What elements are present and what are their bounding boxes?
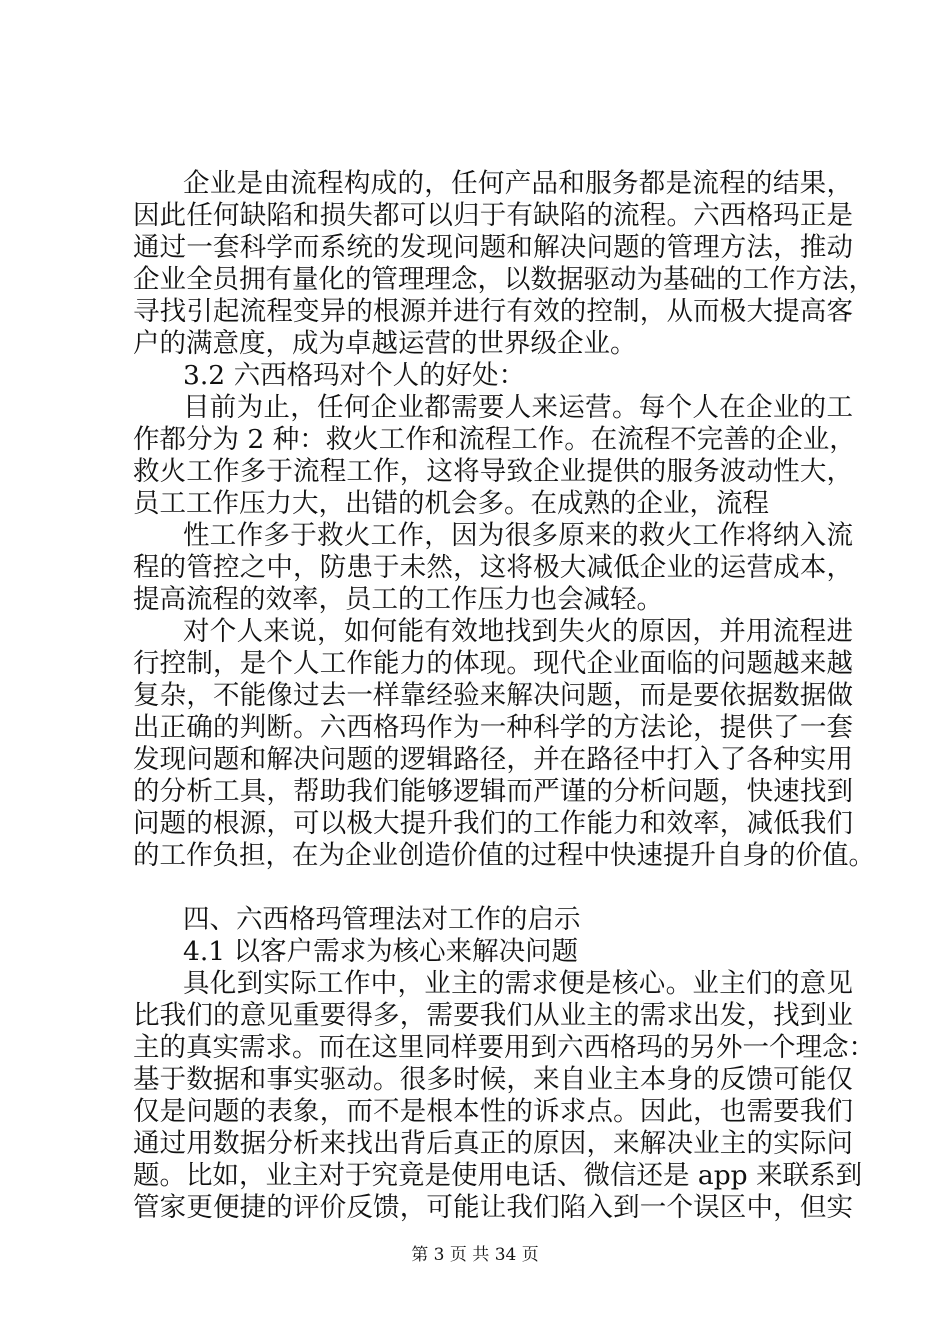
paragraph-line: 的工作负担，在为企业创造价值的过程中快速提升自身的价值。	[133, 840, 875, 871]
paragraph-line: 问题的根源，可以极大提升我们的工作能力和效率，减低我们	[133, 808, 853, 839]
section-heading: 3.2 六西格玛对个人的好处：	[183, 360, 526, 391]
paragraph-line: 企业是由流程构成的，任何产品和服务都是流程的结果，	[183, 168, 853, 199]
paragraph-line: 寻找引起流程变异的根源并进行有效的控制，从而极大提高客	[133, 296, 853, 327]
paragraph-line: 作都分为 2 种：救火工作和流程工作。在流程不完善的企业，	[133, 424, 856, 455]
paragraph-line: 主的真实需求。而在这里同样要用到六西格玛的另外一个理念：	[133, 1032, 875, 1063]
paragraph-line: 仅是问题的表象，而不是根本性的诉求点。因此，也需要我们	[133, 1096, 853, 1127]
paragraph-line: 救火工作多于流程工作，这将导致企业提供的服务波动性大，	[133, 456, 853, 487]
paragraph-line: 发现问题和解决问题的逻辑路径，并在路径中打入了各种实用	[133, 744, 853, 775]
paragraph-line: 因此任何缺陷和损失都可以归于有缺陷的流程。六西格玛正是	[133, 200, 853, 231]
paragraph-line: 通过用数据分析来找出背后真正的原因，来解决业主的实际问	[133, 1128, 853, 1159]
paragraph-line: 性工作多于救火工作，因为很多原来的救火工作将纳入流	[183, 520, 853, 551]
page-footer: 第 3 页 共 34 页	[411, 1245, 539, 1265]
paragraph-line: 通过一套科学而系统的发现问题和解决问题的管理方法，推动	[133, 232, 853, 263]
paragraph-line: 目前为止，任何企业都需要人来运营。每个人在企业的工	[183, 392, 853, 423]
chapter-heading: 四、六西格玛管理法对工作的启示	[183, 904, 581, 935]
paragraph-line: 程的管控之中，防患于未然，这将极大减低企业的运营成本，	[133, 552, 853, 583]
paragraph-line: 比我们的意见重要得多，需要我们从业主的需求出发，找到业	[133, 1000, 853, 1031]
paragraph-line: 的分析工具，帮助我们能够逻辑而严谨的分析问题，快速找到	[133, 776, 853, 807]
paragraph-line: 行控制，是个人工作能力的体现。现代企业面临的问题越来越	[133, 648, 853, 679]
paragraph-line: 员工工作压力大，出错的机会多。在成熟的企业，流程	[133, 488, 769, 519]
paragraph-line: 户的满意度，成为卓越运营的世界级企业。	[133, 328, 637, 359]
paragraph-line: 基于数据和事实驱动。很多时候，来自业主本身的反馈可能仅	[133, 1064, 853, 1095]
section-heading: 4.1 以客户需求为核心来解决问题	[183, 936, 579, 967]
paragraph-line: 具化到实际工作中，业主的需求便是核心。业主们的意见	[183, 968, 853, 999]
paragraph-line: 对个人来说，如何能有效地找到失火的原因，并用流程进	[183, 616, 853, 647]
paragraph-line: 出正确的判断。六西格玛作为一种科学的方法论，提供了一套	[133, 712, 853, 743]
paragraph-line: 复杂，不能像过去一样靠经验来解决问题，而是要依据数据做	[133, 680, 853, 711]
paragraph-line: 管家更便捷的评价反馈，可能让我们陷入到一个误区中，但实	[133, 1192, 853, 1223]
paragraph-line: 题。比如，业主对于究竟是使用电话、微信还是 app 来联系到	[133, 1160, 863, 1191]
paragraph-line: 企业全员拥有量化的管理理念，以数据驱动为基础的工作方法，	[133, 264, 875, 295]
paragraph-line: 提高流程的效率，员工的工作压力也会减轻。	[133, 584, 663, 615]
